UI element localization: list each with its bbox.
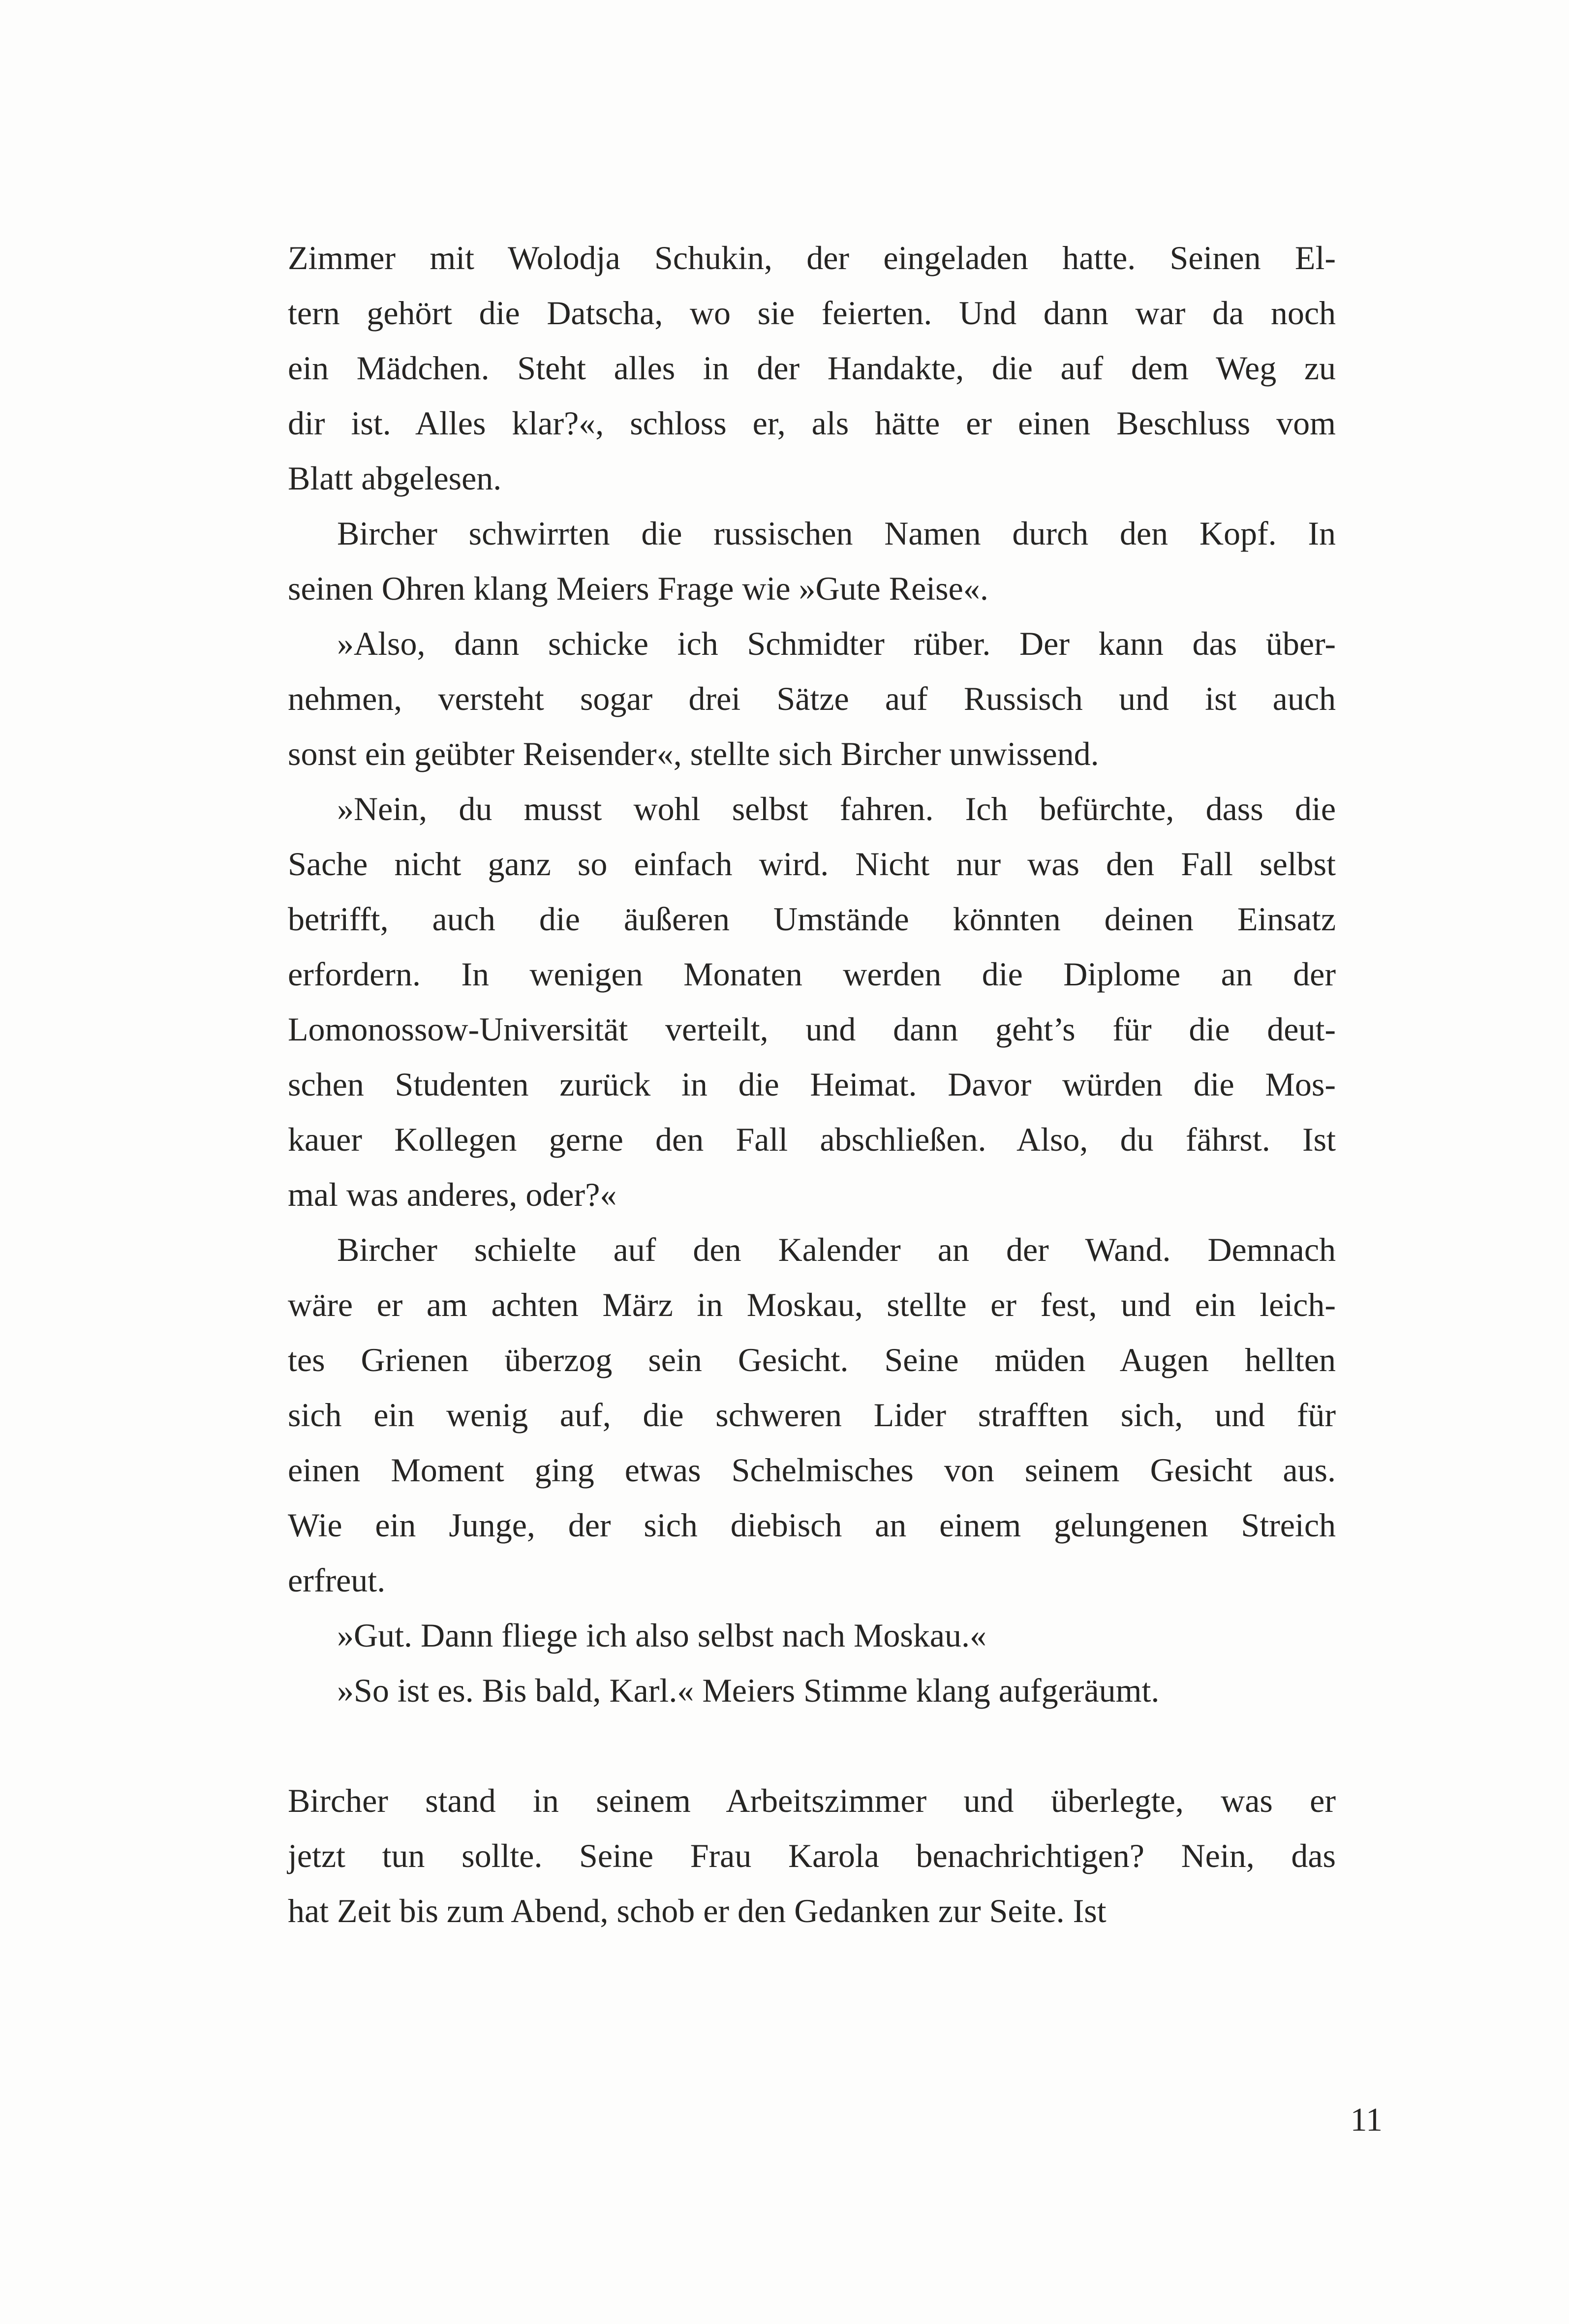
text-line: Wie ein Junge, der sich diebisch an einem gelungenen Streich — [288, 1506, 1336, 1544]
paragraph — [288, 1608, 1336, 1663]
text-line: sich ein wenig auf, die schweren Lider strafften sich, und für — [288, 1396, 1336, 1434]
text-line: betrifft, auch die äußeren Umstände könnten deinen Einsatz — [288, 900, 1336, 938]
paragraph — [288, 781, 1336, 1222]
page-number: 11 — [1350, 2101, 1383, 2138]
text-line: Bircher schielte auf den Kalender an der Wand. Demnach — [337, 1231, 1336, 1268]
paragraph — [288, 506, 1336, 616]
text-line: Sache nicht ganz so einfach wird. Nicht nur was den Fall selbst — [288, 845, 1336, 883]
text-line: erfordern. In wenigen Monaten werden die Diplome an der — [288, 955, 1336, 993]
paragraph — [288, 1773, 1336, 1938]
text-line: kauer Kollegen gerne den Fall abschließen. Also, du fährst. Ist — [288, 1121, 1336, 1158]
text-line: einen Moment ging etwas Schelmisches von seinem Gesicht aus. — [288, 1451, 1336, 1489]
paragraph — [288, 616, 1336, 781]
text-line: »Also, dann schicke ich Schmidter rüber. Der kann das über- — [337, 625, 1336, 662]
text-line: ein Mädchen. Steht alles in der Handakte, die auf dem Weg zu — [288, 349, 1336, 387]
text-line: Bircher stand in seinem Arbeitszimmer und überlegte, was er — [288, 1782, 1336, 1819]
text-line: Blatt abgelesen. — [288, 459, 502, 497]
text-line: »Gut. Dann fliege ich also selbst nach Moskau.« — [337, 1617, 987, 1654]
text-line: »So ist es. Bis bald, Karl.« Meiers Stimme klang aufgeräumt. — [337, 1672, 1160, 1709]
text-line: mal was anderes, oder?« — [288, 1176, 617, 1213]
text-line: hat Zeit bis zum Abend, schob er den Gedanken zur Seite. Ist — [288, 1892, 1107, 1929]
text-line: tes Grienen überzog sein Gesicht. Seine müden Augen hellten — [288, 1341, 1336, 1378]
text-line: erfreut. — [288, 1561, 386, 1599]
text-line: sonst ein geübter Reisender«, stellte sich Bircher unwissend. — [288, 735, 1099, 772]
text-block — [288, 230, 1336, 1938]
text-line: jetzt tun sollte. Seine Frau Karola benachrichtigen? Nein, das — [288, 1837, 1336, 1874]
paragraph — [288, 1663, 1336, 1718]
paragraph — [288, 1222, 1336, 1608]
text-line: »Nein, du musst wohl selbst fahren. Ich befürchte, dass die — [337, 790, 1336, 827]
text-line: dir ist. Alles klar?«, schloss er, als hätte er einen Beschluss vom — [288, 404, 1336, 442]
text-line: tern gehört die Datscha, wo sie feierten. Und dann war da noch — [288, 294, 1336, 332]
text-line: Bircher schwirrten die russischen Namen durch den Kopf. In — [337, 515, 1336, 552]
text-line: nehmen, versteht sogar drei Sätze auf Russisch und ist auch — [288, 680, 1336, 717]
text-line: Zimmer mit Wolodja Schukin, der eingeladen hatte. Seinen El- — [288, 239, 1336, 276]
text-line: seinen Ohren klang Meiers Frage wie »Gute Reise«. — [288, 570, 988, 607]
text-line: wäre er am achten März in Moskau, stellte er fest, und ein leich- — [288, 1286, 1336, 1323]
text-line: schen Studenten zurück in die Heimat. Davor würden die Mos- — [288, 1066, 1336, 1103]
text-line: Lomonossow-Universität verteilt, und dann geht’s für die deut- — [288, 1010, 1336, 1048]
paragraph — [288, 230, 1336, 506]
